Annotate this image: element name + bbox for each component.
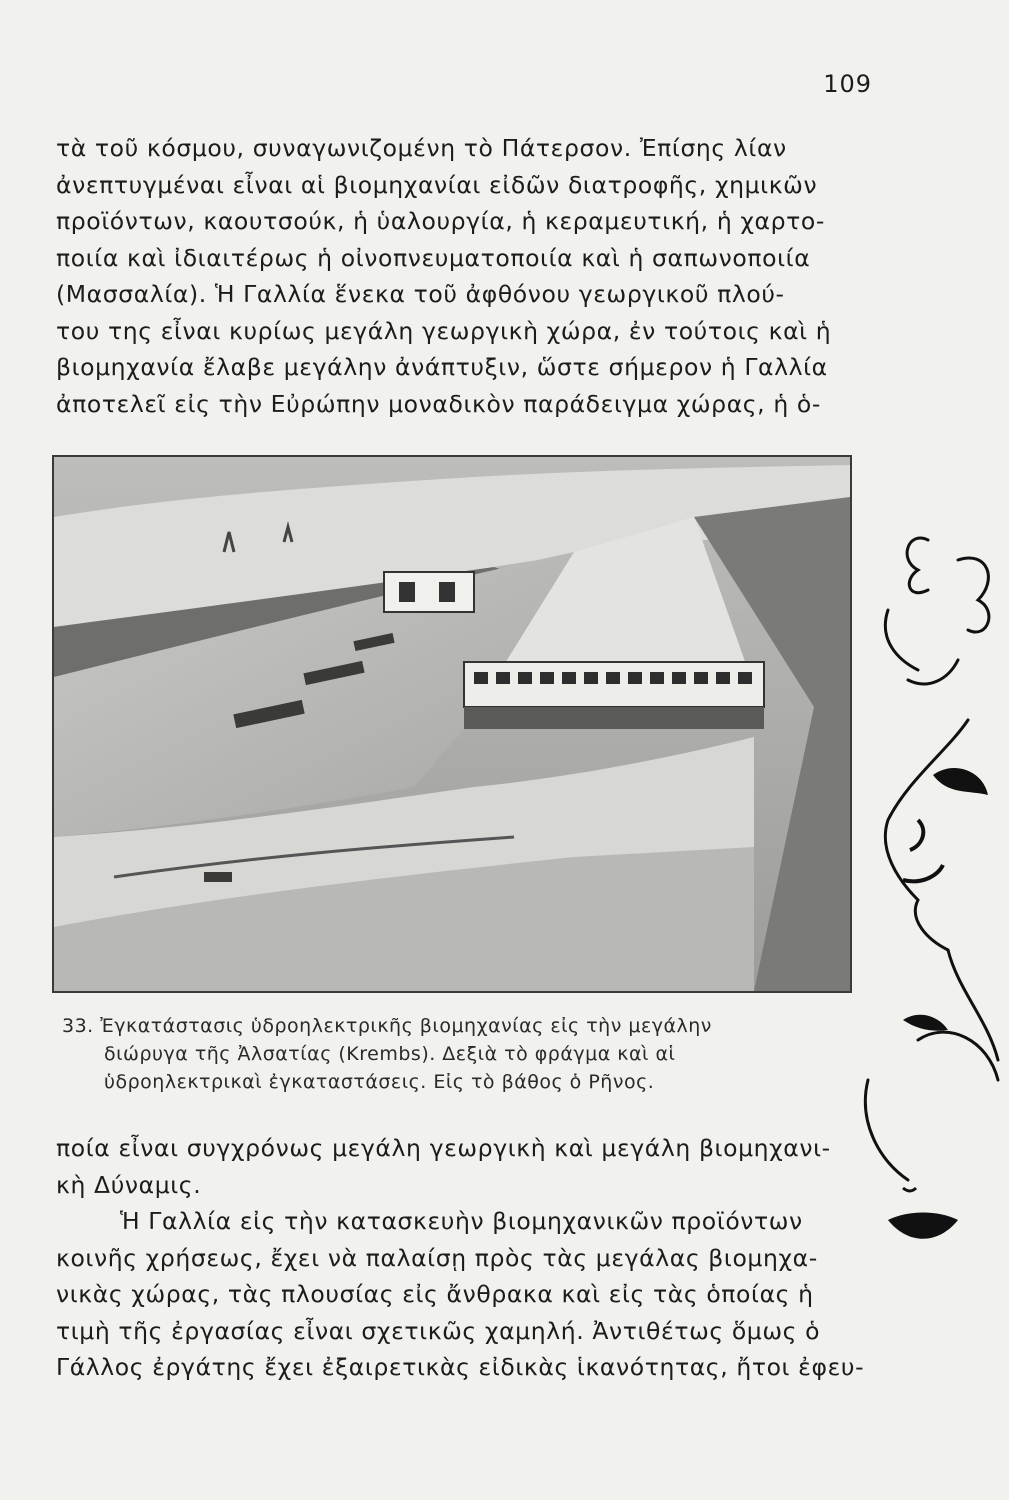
text-line: (Μασσαλία). Ἡ Γαλλία ἕνεκα τοῦ ἀφθόνου γεωργικοῦ πλού- (56, 280, 785, 308)
text-line: ἀνεπτυγμέναι εἶναι αἱ βιομηχανίαι εἰδῶν διατροφῆς, χημικῶν (56, 170, 818, 199)
text-line: ποιία καὶ ἰδιαιτέρως ἡ οἰνοπνευματοποιία καὶ ἡ σαπωνοποιία (56, 243, 811, 272)
page-number: 109 (823, 70, 872, 98)
text-line: Γάλλος ἐργάτης ἔχει ἐξαιρετικὰς εἰδικὰς ἱκανότητας, ἤτοι ἐφευ- (56, 1353, 865, 1381)
text-line: βιομηχανία ἔλαβε μεγάλην ἀνάπτυξιν, ὥστε σήμερον ἡ Γαλλία (56, 353, 828, 381)
caption-line (62, 1012, 842, 1040)
aerial-photo-illustration (54, 457, 850, 991)
text-line: κοινῆς χρήσεως, ἔχει νὰ παλαίσῃ πρὸς τὰς μεγάλας βιομηχα- (56, 1243, 818, 1272)
figure-photo-hydroelectric-plant (52, 455, 852, 993)
caption-line: ὑδροηλεκτρικαὶ ἐγκαταστάσεις. Εἰς τὸ βάθος ὁ Ρῆνος. (104, 1071, 655, 1093)
text-line: προϊόντων, καουτσούκ, ἡ ὑαλουργία, ἡ κεραμευτική, ἡ χαρτο- (56, 207, 825, 235)
text-line: ἀποτελεῖ εἰς τὴν Εὐρώπην μοναδικὸν παράδειγμα χώρας, ἡ ὁ- (56, 389, 821, 418)
paragraph-bottom (56, 1130, 874, 1386)
text-line: Ἡ Γαλλία εἰς τὴν κατασκευὴν βιομηχανικῶν προϊόντων (120, 1207, 803, 1235)
caption-text: Ἐγκατάστασις ὑδροηλεκτρικῆς βιομηχανίας εἰς τὴν μεγάλην (100, 1015, 712, 1037)
text-line: τιμὴ τῆς ἐργασίας εἶναι σχετικῶς χαμηλή. Ἀντιθέτως ὅμως ὁ (56, 1316, 821, 1345)
caption-line: διώρυγα τῆς Ἀλσατίας (Krembs). Δεξιὰ τὸ φράγμα καὶ αἱ (104, 1043, 676, 1065)
figure-number: 33. (62, 1015, 94, 1037)
figure-caption (62, 1012, 842, 1096)
margin-face-sketch-icon (848, 520, 1009, 1260)
paragraph-top (56, 130, 874, 422)
text-line: τὰ τοῦ κόσμου, συναγωνιζομένη τὸ Πάτερσον. Ἐπίσης λίαν (56, 134, 787, 162)
text-line: κὴ Δύναμις. (56, 1170, 202, 1199)
text-line: ποία εἶναι συγχρόνως μεγάλη γεωργικὴ καὶ μεγάλη βιομηχανι- (56, 1134, 831, 1162)
text-line: νικὰς χώρας, τὰς πλουσίας εἰς ἄνθρακα καὶ εἰς τὰς ὁποίας ἡ (56, 1280, 814, 1308)
text-line: του της εἶναι κυρίως μεγάλη γεωργικὴ χώρα, ἐν τούτοις καὶ ἡ (56, 316, 832, 345)
